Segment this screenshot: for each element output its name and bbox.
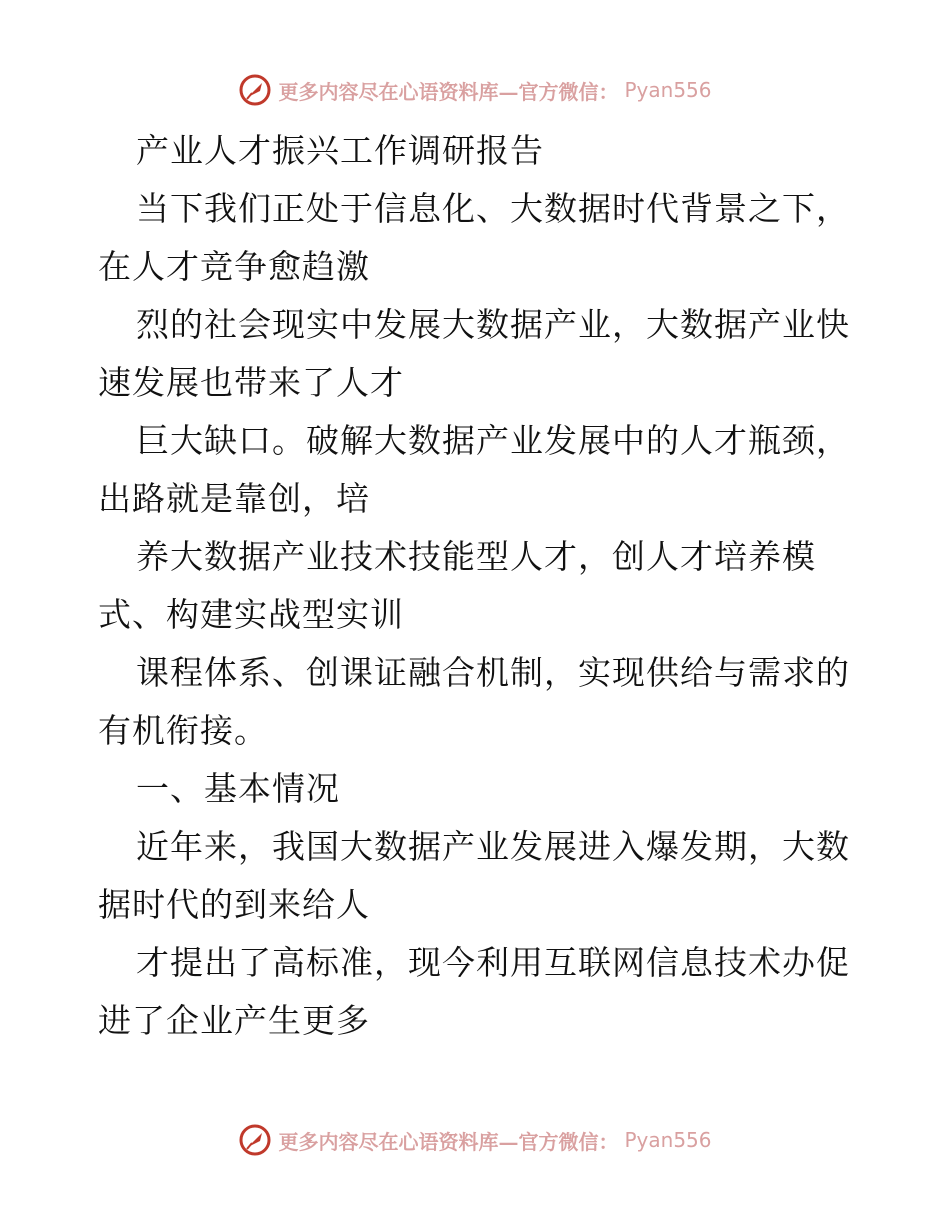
paragraph-line: 在人才竞争愈趋激	[98, 247, 370, 286]
watermark-text: 更多内容尽在心语资料库—官方微信：	[278, 79, 619, 104]
paragraph-line: 当下我们正处于信息化、大数据时代背景之下，	[136, 189, 850, 228]
paragraph-line: 出路就是靠创，培	[98, 479, 370, 518]
document-title: 产业人才振兴工作调研报告	[136, 131, 544, 170]
watermark-text: 更多内容尽在心语资料库—官方微信：	[278, 1129, 619, 1154]
paragraph-line: 巨大缺口。破解大数据产业发展中的人才瓶颈，	[136, 421, 850, 460]
paragraph-line: 式、构建实战型实训	[98, 595, 404, 634]
feather-logo-icon	[238, 73, 272, 107]
watermark-brand: Pyan556	[624, 1128, 712, 1152]
paragraph-line: 近年来，我国大数据产业发展进入爆发期，大数	[136, 827, 850, 866]
footer-watermark	[0, 1120, 950, 1160]
header-watermark	[0, 70, 950, 110]
section-heading: 一、基本情况	[136, 769, 340, 808]
feather-logo-icon	[238, 1123, 272, 1157]
paragraph-line: 进了企业产生更多	[98, 1001, 370, 1040]
paragraph-line: 有机衔接。	[98, 711, 268, 750]
watermark-brand: Pyan556	[624, 78, 712, 102]
paragraph-line: 才提出了高标准，现今利用互联网信息技术办促	[136, 943, 850, 982]
paragraph-line: 课程体系、创课证融合机制，实现供给与需求的	[136, 653, 850, 692]
paragraph-line: 养大数据产业技术技能型人才，创人才培养模	[136, 537, 816, 576]
document-body	[98, 122, 858, 1050]
paragraph-line: 烈的社会现实中发展大数据产业，大数据产业快	[136, 305, 850, 344]
paragraph-line: 据时代的到来给人	[98, 885, 370, 924]
paragraph-line: 速发展也带来了人才	[98, 363, 404, 402]
